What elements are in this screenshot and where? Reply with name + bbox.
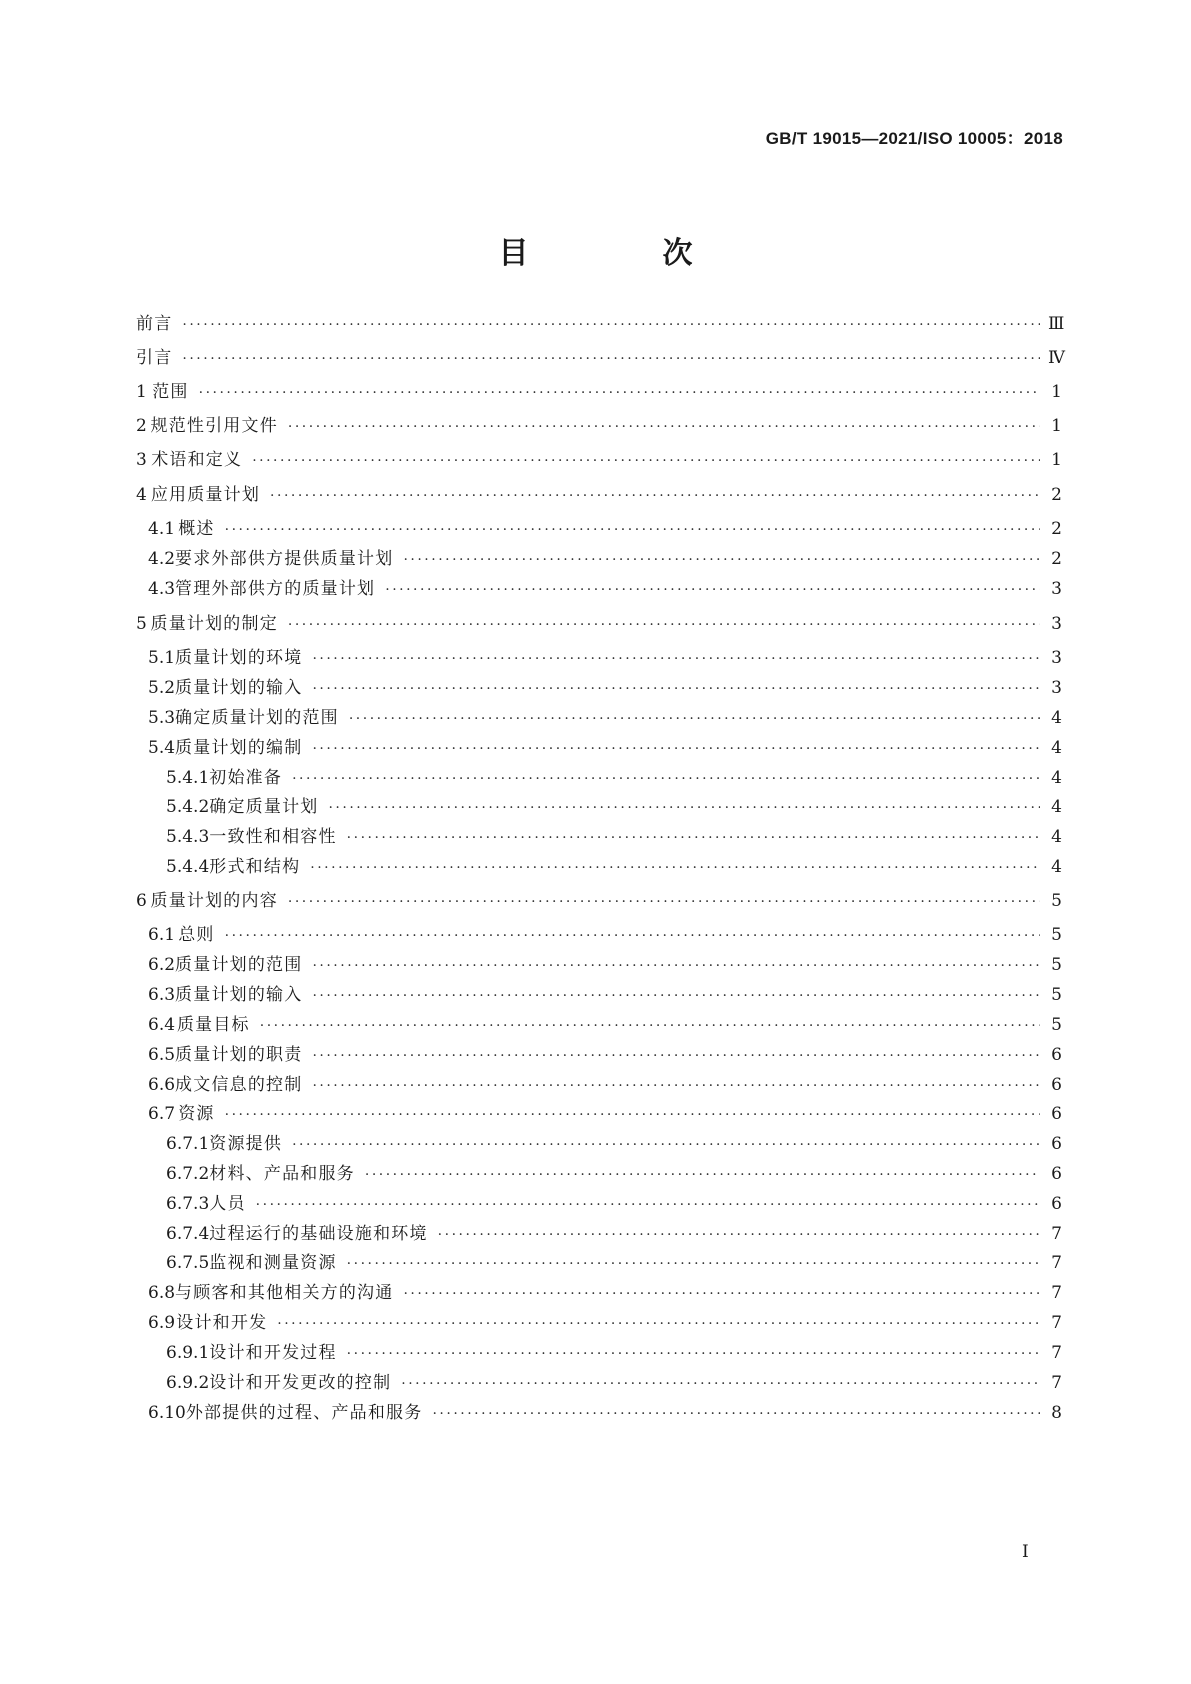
toc-entry-page: 5 <box>1051 955 1062 975</box>
toc-entry-number: 5.4.4 <box>166 857 210 877</box>
toc-leader-dots <box>365 1163 1040 1187</box>
toc-entry-number: 6.7.5 <box>166 1253 210 1273</box>
toc-entry[interactable] <box>136 483 1062 507</box>
toc-entry-number: 5.4.3 <box>166 827 210 847</box>
toc-leader-dots <box>182 313 1040 337</box>
toc-leader-dots <box>312 677 1040 701</box>
toc-entry[interactable] <box>166 1222 1062 1246</box>
toc-entry-label: 形式和结构 <box>209 857 301 877</box>
toc-leader-dots <box>292 767 1040 791</box>
toc-leader-dots <box>260 1014 1040 1038</box>
toc-entry-page: 4 <box>1051 827 1062 847</box>
toc-leader-dots <box>225 1103 1040 1127</box>
toc-entry[interactable] <box>148 736 1062 760</box>
toc-entry-number: 2 <box>136 416 147 436</box>
toc-entry-label: 初始准备 <box>209 768 283 788</box>
toc-entry-label: 术语和定义 <box>151 450 243 470</box>
toc-entry-page: 4 <box>1051 708 1062 728</box>
toc-entry-page: 7 <box>1051 1373 1062 1393</box>
toc-leader-dots <box>182 347 1040 371</box>
toc-entry[interactable] <box>166 1341 1062 1365</box>
toc-leader-dots <box>312 737 1040 761</box>
toc-entry-number: 6.7.2 <box>166 1164 210 1184</box>
toc-entry-label: 资源提供 <box>209 1134 283 1154</box>
toc-entry[interactable] <box>148 517 1062 541</box>
toc-leader-dots <box>312 1074 1040 1098</box>
toc-entry-number: 6.5 <box>148 1045 176 1065</box>
toc-entry[interactable] <box>148 1102 1062 1126</box>
toc-entry-label: 确定质量计划 <box>209 797 319 817</box>
toc-entry-page: 7 <box>1051 1313 1062 1333</box>
toc-entry-number: 6.2 <box>148 955 176 975</box>
toc-entry[interactable] <box>136 414 1062 438</box>
toc-entry-page: 3 <box>1051 648 1062 668</box>
toc-leader-dots <box>347 1342 1040 1366</box>
toc-leader-dots <box>256 1193 1040 1217</box>
toc-entry[interactable] <box>148 706 1062 730</box>
toc-entry-page: 5 <box>1051 1015 1062 1035</box>
toc-leader-dots <box>252 449 1040 473</box>
toc-entry-page: 2 <box>1051 519 1062 539</box>
toc-entry[interactable] <box>166 825 1062 849</box>
toc-entry[interactable] <box>136 612 1062 636</box>
toc-entry-number: 6.3 <box>148 985 176 1005</box>
toc-entry-page: 7 <box>1051 1343 1062 1363</box>
toc-entry-page: 6 <box>1051 1194 1062 1214</box>
toc-entry-page: 7 <box>1051 1224 1062 1244</box>
toc-entry-label: 质量计划的范围 <box>175 955 303 975</box>
toc-entry[interactable] <box>136 889 1062 913</box>
toc-entry-label: 质量计划的输入 <box>175 985 303 1005</box>
toc-entry-number: 6.7 <box>148 1104 176 1124</box>
toc-leader-dots <box>225 924 1040 948</box>
toc-entry-page: Ⅲ <box>1048 314 1065 334</box>
toc-entry-page: 5 <box>1051 925 1062 945</box>
toc-entry-page: 3 <box>1051 678 1062 698</box>
toc-entry-label: 外部提供的过程、产品和服务 <box>185 1403 423 1423</box>
toc-entry-number: 6.7.4 <box>166 1224 210 1244</box>
toc-entry-label: 资源 <box>178 1104 215 1124</box>
toc-entry[interactable] <box>166 1132 1062 1156</box>
toc-entry[interactable] <box>148 953 1062 977</box>
toc-entry-label: 质量计划的职责 <box>175 1045 303 1065</box>
toc-leader-dots <box>328 796 1040 820</box>
toc-entry-page: 2 <box>1051 485 1062 505</box>
toc-entry-number: 3 <box>136 450 147 470</box>
toc-entry[interactable] <box>148 1401 1062 1425</box>
toc-entry-number: 5.4 <box>148 738 176 758</box>
toc-entry-label: 管理外部供方的质量计划 <box>175 579 376 599</box>
toc-entry-number: 6 <box>136 891 147 911</box>
toc-entry-label: 成文信息的控制 <box>175 1075 303 1095</box>
toc-entry[interactable] <box>148 923 1062 947</box>
toc-entry-page: 4 <box>1051 738 1062 758</box>
toc-entry-page: 6 <box>1051 1104 1062 1124</box>
toc-entry-page: 6 <box>1051 1134 1062 1154</box>
toc-leader-dots <box>292 1133 1040 1157</box>
toc-entry-number: 4.3 <box>148 579 176 599</box>
toc-entry[interactable] <box>136 448 1062 472</box>
toc-entry-page: 8 <box>1051 1403 1062 1423</box>
toc-entry-number: 6.6 <box>148 1075 176 1095</box>
toc-entry-number: 1 <box>136 382 147 402</box>
toc-entry[interactable] <box>148 1013 1062 1037</box>
toc-entry-number: 6.9.1 <box>166 1343 210 1363</box>
toc-entry[interactable] <box>166 855 1062 879</box>
toc-entry-label: 一致性和相容性 <box>209 827 337 847</box>
toc-entry-page: 1 <box>1051 416 1062 436</box>
toc-leader-dots <box>432 1402 1040 1426</box>
toc-entry-number: 6.8 <box>148 1283 176 1303</box>
toc-leader-dots <box>288 890 1040 914</box>
toc-leader-dots <box>349 707 1040 731</box>
toc-entry-page: 5 <box>1051 891 1062 911</box>
toc-entry-label: 设计和开发 <box>176 1313 268 1333</box>
toc-entry[interactable] <box>148 646 1062 670</box>
toc-entry[interactable] <box>166 795 1062 819</box>
toc-entry-label: 要求外部供方提供质量计划 <box>175 549 394 569</box>
toc-entry-page: 1 <box>1051 382 1062 402</box>
toc-leader-dots <box>312 954 1040 978</box>
toc-entry-label: 人员 <box>209 1194 246 1214</box>
toc-entry-number: 5.4.1 <box>166 768 210 788</box>
toc-leader-dots <box>310 856 1040 880</box>
toc-leader-dots <box>312 984 1040 1008</box>
toc-entry-label: 质量计划的输入 <box>175 678 303 698</box>
toc-entry-label: 质量目标 <box>176 1015 250 1035</box>
toc-entry-label: 引言 <box>136 348 173 368</box>
toc-entry-number: 4.2 <box>148 549 176 569</box>
toc-entry-page: 2 <box>1051 549 1062 569</box>
toc-entry-page: 3 <box>1051 579 1062 599</box>
toc-entry[interactable] <box>148 1043 1062 1067</box>
toc-entry-page: 4 <box>1051 797 1062 817</box>
toc-entry-number: 6.7.3 <box>166 1194 210 1214</box>
toc-entry-label: 质量计划的编制 <box>175 738 303 758</box>
toc-entry-page: 6 <box>1051 1164 1062 1184</box>
toc-entry[interactable] <box>148 1281 1062 1305</box>
toc-entry-label: 应用质量计划 <box>150 485 261 505</box>
toc-entry-page: 6 <box>1051 1045 1062 1065</box>
toc-entry[interactable] <box>166 1251 1062 1275</box>
toc-entry-page: 4 <box>1051 857 1062 877</box>
toc-entry[interactable] <box>166 1371 1062 1395</box>
toc-entry-page: 6 <box>1051 1075 1062 1095</box>
toc-entry-page: 3 <box>1051 614 1062 634</box>
toc-entry-label: 概述 <box>178 519 215 539</box>
toc-leader-dots <box>270 484 1040 508</box>
toc-entry-label: 规范性引用文件 <box>150 416 278 436</box>
toc-entry-number: 6.4 <box>148 1015 176 1035</box>
page-title: 目 次 <box>498 236 745 271</box>
toc-entry[interactable] <box>136 346 1065 370</box>
toc-entry-label: 设计和开发过程 <box>209 1343 337 1363</box>
standard-code: GB/T 19015—2021/ISO 10005：2018 <box>765 129 1063 148</box>
toc-entry-number: 6.9 <box>148 1313 176 1333</box>
toc-entry[interactable] <box>166 1162 1062 1186</box>
toc-entry[interactable] <box>148 1073 1062 1097</box>
toc-entry-number: 5.3 <box>148 708 176 728</box>
toc-leader-dots <box>288 613 1040 637</box>
toc-entry-page: 7 <box>1051 1283 1062 1303</box>
toc-entry-label: 前言 <box>136 314 173 334</box>
toc-entry-page: 7 <box>1051 1253 1062 1273</box>
toc-entry-label: 总则 <box>178 925 215 945</box>
toc-entry-label: 质量计划的环境 <box>175 648 303 668</box>
toc-entry-number: 6.7.1 <box>166 1134 210 1154</box>
toc-entry-number: 4 <box>136 485 147 505</box>
toc-entry-number: 6.9.2 <box>166 1373 210 1393</box>
toc-leader-dots <box>403 548 1040 572</box>
toc-entry-page: 5 <box>1051 985 1062 1005</box>
toc-leader-dots <box>225 518 1040 542</box>
toc-entry-number: 4.1 <box>148 519 176 539</box>
toc-entry-label: 监视和测量资源 <box>209 1253 337 1273</box>
toc-entry[interactable] <box>166 1192 1062 1216</box>
toc-leader-dots <box>438 1223 1040 1247</box>
toc-leader-dots <box>347 1252 1040 1276</box>
toc-entry-number: 6.10 <box>148 1403 186 1423</box>
toc-leader-dots <box>312 1044 1040 1068</box>
toc-leader-dots <box>277 1312 1040 1336</box>
toc-entry-page: Ⅳ <box>1048 348 1065 368</box>
toc-leader-dots <box>288 415 1040 439</box>
toc-entry[interactable] <box>148 676 1062 700</box>
toc-entry-number: 5.2 <box>148 678 176 698</box>
toc-entry[interactable] <box>148 577 1062 601</box>
toc-leader-dots <box>403 1282 1040 1306</box>
toc-entry[interactable] <box>136 312 1065 336</box>
toc-leader-dots <box>385 578 1040 602</box>
toc-entry-label: 质量计划的制定 <box>150 614 278 634</box>
toc-leader-dots <box>312 647 1040 671</box>
toc-leader-dots <box>199 381 1040 405</box>
toc-entry-number: 5.1 <box>148 648 176 668</box>
toc-entry[interactable] <box>148 547 1062 571</box>
toc-entry[interactable] <box>148 983 1062 1007</box>
toc-entry-label: 确定质量计划的范围 <box>175 708 339 728</box>
toc-entry-number: 5 <box>136 614 147 634</box>
toc-entry-page: 4 <box>1051 768 1062 788</box>
toc-entry-label: 范围 <box>152 382 189 402</box>
toc-entry-number: 6.1 <box>148 925 176 945</box>
toc-entry[interactable] <box>136 380 1062 404</box>
toc-entry-label: 材料、产品和服务 <box>209 1164 355 1184</box>
toc-entry-label: 质量计划的内容 <box>150 891 278 911</box>
toc-entry-number: 5.4.2 <box>166 797 210 817</box>
toc-entry[interactable] <box>148 1311 1062 1335</box>
toc-entry[interactable] <box>166 766 1062 790</box>
toc-entry-label: 过程运行的基础设施和环境 <box>209 1224 428 1244</box>
toc-entry-page: 1 <box>1051 450 1062 470</box>
footer-page-number: I <box>1022 1542 1029 1562</box>
toc-leader-dots <box>401 1372 1040 1396</box>
toc-leader-dots <box>347 826 1040 850</box>
toc-entry-label: 与顾客和其他相关方的沟通 <box>175 1283 394 1303</box>
toc-entry-label: 设计和开发更改的控制 <box>209 1373 392 1393</box>
